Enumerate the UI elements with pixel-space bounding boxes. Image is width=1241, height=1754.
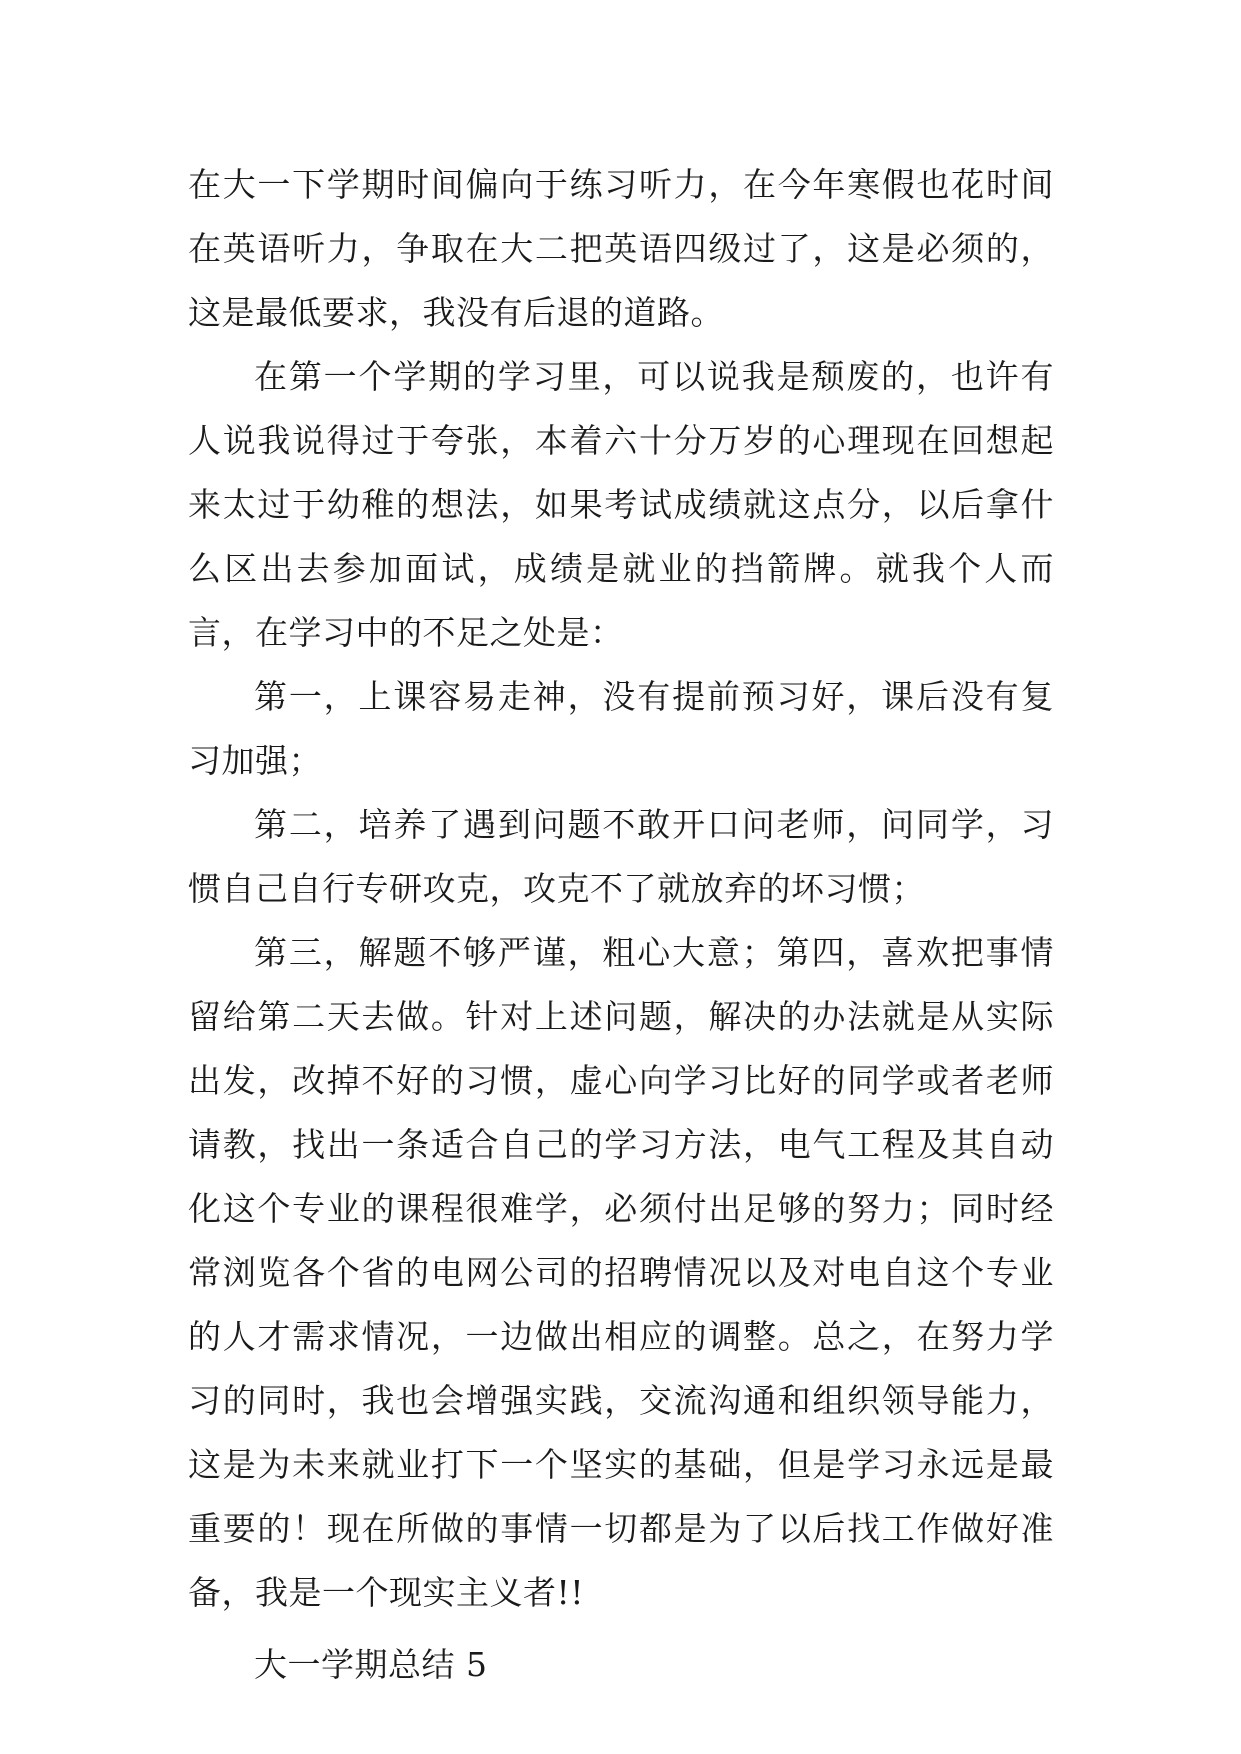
paragraph-1: 在大一下学期时间偏向于练习听力，在今年寒假也花时间在英语听力，争取在大二把英语四级过了，这是必须的，这是最低要求，我没有后退的道路。 [188, 165, 1054, 332]
section-heading: 大一学期总结 5 [254, 1645, 488, 1684]
paragraph-5: 第三，解题不够严谨，粗心大意；第四，喜欢把事情留给第二天去做。针对上述问题，解决的办法就是从实际出发，改掉不好的习惯，虚心向学习比好的同学或者老师请教，找出一条适合自己的学习方法，电气工程及其自动化这个专业的课程很难学，必须付出足够的努力；同时经常浏览各个省的电网公司的招聘情况以及对电自这个专业的人才需求情况，一边做出相应的调整。总之，在努力学习的同时，我也会增强实践，交流沟通和组织领导能力，这是为未来就业打下一个坚实的基础，但是学习永远是最重要的！现在所做的事情一切都是为了以后找工作做好准备，我是一个现实主义者!! [188, 933, 1054, 1612]
document-body [188, 153, 1054, 1697]
paragraph-4: 第二，培养了遇到问题不敢开口问老师，问同学，习惯自己自行专研攻克，攻克不了就放弃的坏习惯； [188, 805, 1054, 908]
paragraph-3: 第一，上课容易走神，没有提前预习好，课后没有复习加强； [188, 677, 1054, 780]
paragraph-2: 在第一个学期的学习里，可以说我是颓废的，也许有人说我说得过于夸张，本着六十分万岁的心理现在回想起来太过于幼稚的想法，如果考试成绩就这点分，以后拿什么区出去参加面试，成绩是就业的挡箭牌。就我个人而言，在学习中的不足之处是： [188, 357, 1054, 652]
